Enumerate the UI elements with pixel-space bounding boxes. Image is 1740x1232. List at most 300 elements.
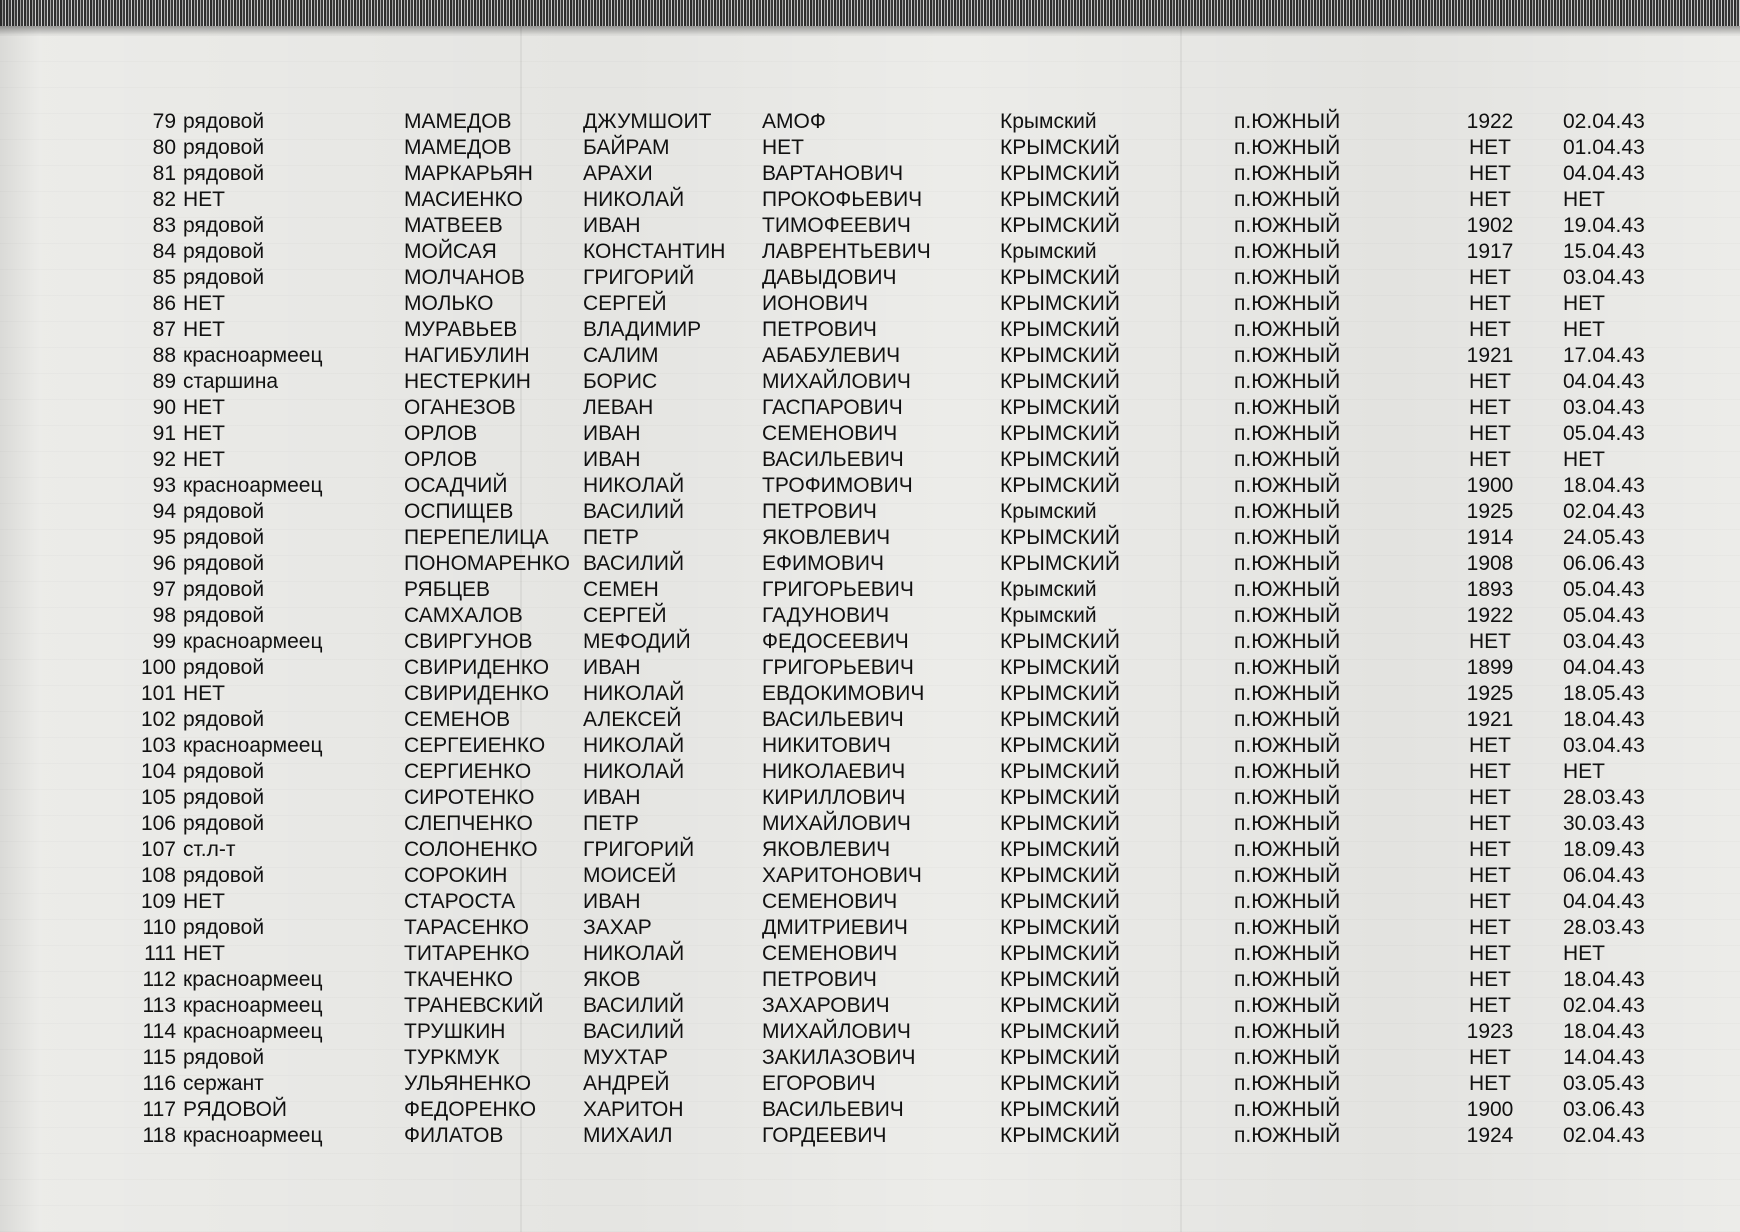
patronymic-cell: МИХАЙЛОВИЧ bbox=[762, 370, 911, 393]
table-row bbox=[0, 1123, 1740, 1149]
rank-cell: рядовой bbox=[183, 812, 265, 835]
table-row bbox=[0, 265, 1740, 291]
district-cell: КРЫМСКИЙ bbox=[1000, 188, 1120, 211]
last-name-cell: МОЙСАЯ bbox=[404, 240, 497, 263]
rank-cell: рядовой bbox=[183, 578, 265, 601]
first-name-cell: СЕРГЕЙ bbox=[583, 604, 667, 627]
district-cell: КРЫМСКИЙ bbox=[1000, 1020, 1120, 1043]
birth-year-cell: 1900 bbox=[1466, 1098, 1514, 1121]
patronymic-cell: ГОРДЕЕВИЧ bbox=[762, 1124, 887, 1147]
place-cell: п.ЮЖНЫЙ bbox=[1234, 812, 1341, 835]
district-cell: Крымский bbox=[1000, 500, 1097, 523]
district-cell: КРЫМСКИЙ bbox=[1000, 214, 1120, 237]
row-number: 97 bbox=[152, 578, 176, 601]
date-cell: 03.04.43 bbox=[1563, 396, 1645, 419]
date-cell: НЕТ bbox=[1563, 942, 1605, 965]
rank-cell: РЯДОВОЙ bbox=[183, 1098, 288, 1121]
table-row bbox=[0, 499, 1740, 525]
first-name-cell: ГРИГОРИЙ bbox=[583, 838, 695, 861]
date-cell: 05.04.43 bbox=[1563, 422, 1645, 445]
place-cell: п.ЮЖНЫЙ bbox=[1234, 500, 1341, 523]
first-name-cell: НИКОЛАЙ bbox=[583, 734, 685, 757]
first-name-cell: ВАСИЛИЙ bbox=[583, 500, 685, 523]
table-row bbox=[0, 603, 1740, 629]
first-name-cell: ПЕТР bbox=[583, 812, 639, 835]
table-row bbox=[0, 421, 1740, 447]
rank-cell: красноармеец bbox=[183, 344, 323, 367]
first-name-cell: ПЕТР bbox=[583, 526, 639, 549]
birth-year-cell: НЕТ bbox=[1469, 370, 1511, 393]
first-name-cell: АРАХИ bbox=[583, 162, 653, 185]
date-cell: 03.06.43 bbox=[1563, 1098, 1645, 1121]
rank-cell: рядовой bbox=[183, 110, 265, 133]
place-cell: п.ЮЖНЫЙ bbox=[1234, 786, 1341, 809]
district-cell: КРЫМСКИЙ bbox=[1000, 1072, 1120, 1095]
place-cell: п.ЮЖНЫЙ bbox=[1234, 864, 1341, 887]
last-name-cell: УЛЬЯНЕНКО bbox=[404, 1072, 532, 1095]
birth-year-cell: 1925 bbox=[1466, 682, 1514, 705]
birth-year-cell: НЕТ bbox=[1469, 968, 1511, 991]
patronymic-cell: ВАСИЛЬЕВИЧ bbox=[762, 448, 904, 471]
patronymic-cell: ГРИГОРЬЕВИЧ bbox=[762, 656, 914, 679]
patronymic-cell: СЕМЕНОВИЧ bbox=[762, 890, 898, 913]
district-cell: КРЫМСКИЙ bbox=[1000, 734, 1120, 757]
table-row bbox=[0, 161, 1740, 187]
table-row bbox=[0, 473, 1740, 499]
place-cell: п.ЮЖНЫЙ bbox=[1234, 422, 1341, 445]
rank-cell: сержант bbox=[183, 1072, 264, 1095]
place-cell: п.ЮЖНЫЙ bbox=[1234, 1072, 1341, 1095]
patronymic-cell: ГАДУНОВИЧ bbox=[762, 604, 890, 627]
birth-year-cell: НЕТ bbox=[1469, 266, 1511, 289]
row-number: 80 bbox=[152, 136, 176, 159]
patronymic-cell: ЗАХАРОВИЧ bbox=[762, 994, 890, 1017]
district-cell: КРЫМСКИЙ bbox=[1000, 708, 1120, 731]
place-cell: п.ЮЖНЫЙ bbox=[1234, 214, 1341, 237]
place-cell: п.ЮЖНЫЙ bbox=[1234, 1046, 1341, 1069]
place-cell: п.ЮЖНЫЙ bbox=[1234, 344, 1341, 367]
place-cell: п.ЮЖНЫЙ bbox=[1234, 370, 1341, 393]
birth-year-cell: 1893 bbox=[1466, 578, 1514, 601]
last-name-cell: СВИРИДЕНКО bbox=[404, 656, 550, 679]
last-name-cell: СЕРГЕИЕНКО bbox=[404, 734, 546, 757]
rank-cell: рядовой bbox=[183, 1046, 265, 1069]
first-name-cell: АНДРЕЙ bbox=[583, 1072, 670, 1095]
district-cell: КРЫМСКИЙ bbox=[1000, 864, 1120, 887]
table-row bbox=[0, 291, 1740, 317]
first-name-cell: АЛЕКСЕЙ bbox=[583, 708, 682, 731]
district-cell: КРЫМСКИЙ bbox=[1000, 318, 1120, 341]
district-cell: КРЫМСКИЙ bbox=[1000, 994, 1120, 1017]
district-cell: КРЫМСКИЙ bbox=[1000, 396, 1120, 419]
last-name-cell: ОГАНЕЗОВ bbox=[404, 396, 516, 419]
row-number: 104 bbox=[140, 760, 176, 783]
place-cell: п.ЮЖНЫЙ bbox=[1234, 474, 1341, 497]
birth-year-cell: 1921 bbox=[1466, 344, 1514, 367]
district-cell: КРЫМСКИЙ bbox=[1000, 890, 1120, 913]
patronymic-cell: ИОНОВИЧ bbox=[762, 292, 869, 315]
patronymic-cell: МИХАЙЛОВИЧ bbox=[762, 1020, 911, 1043]
birth-year-cell: НЕТ bbox=[1469, 760, 1511, 783]
place-cell: п.ЮЖНЫЙ bbox=[1234, 682, 1341, 705]
place-cell: п.ЮЖНЫЙ bbox=[1234, 968, 1341, 991]
date-cell: 01.04.43 bbox=[1563, 136, 1645, 159]
place-cell: п.ЮЖНЫЙ bbox=[1234, 162, 1341, 185]
rank-cell: старшина bbox=[183, 370, 279, 393]
table-row bbox=[0, 759, 1740, 785]
scanner-edge-strip bbox=[0, 0, 1740, 26]
patronymic-cell: ЛАВРЕНТЬЕВИЧ bbox=[762, 240, 931, 263]
district-cell: КРЫМСКИЙ bbox=[1000, 1124, 1120, 1147]
first-name-cell: ИВАН bbox=[583, 656, 641, 679]
table-row bbox=[0, 993, 1740, 1019]
patronymic-cell: ФЕДОСЕЕВИЧ bbox=[762, 630, 909, 653]
rank-cell: рядовой bbox=[183, 266, 265, 289]
row-number: 81 bbox=[152, 162, 176, 185]
rank-cell: НЕТ bbox=[183, 890, 225, 913]
patronymic-cell: ДАВЫДОВИЧ bbox=[762, 266, 897, 289]
patronymic-cell: ЕВДОКИМОВИЧ bbox=[762, 682, 925, 705]
rank-cell: рядовой bbox=[183, 136, 265, 159]
first-name-cell: ВЛАДИМИР bbox=[583, 318, 702, 341]
patronymic-cell: ГРИГОРЬЕВИЧ bbox=[762, 578, 914, 601]
table-row bbox=[0, 577, 1740, 603]
birth-year-cell: 1924 bbox=[1466, 1124, 1514, 1147]
table-row bbox=[0, 1045, 1740, 1071]
row-number: 93 bbox=[152, 474, 176, 497]
first-name-cell: ДЖУМШОИТ bbox=[583, 110, 712, 133]
first-name-cell: ВАСИЛИЙ bbox=[583, 994, 685, 1017]
district-cell: КРЫМСКИЙ bbox=[1000, 942, 1120, 965]
patronymic-cell: АБАБУЛЕВИЧ bbox=[762, 344, 901, 367]
district-cell: КРЫМСКИЙ bbox=[1000, 370, 1120, 393]
row-number: 96 bbox=[152, 552, 176, 575]
district-cell: Крымский bbox=[1000, 110, 1097, 133]
birth-year-cell: 1917 bbox=[1466, 240, 1514, 263]
last-name-cell: МАСИЕНКО bbox=[404, 188, 523, 211]
rank-cell: красноармеец bbox=[183, 968, 323, 991]
first-name-cell: НИКОЛАЙ bbox=[583, 942, 685, 965]
first-name-cell: ЗАХАР bbox=[583, 916, 652, 939]
first-name-cell: ЛЕВАН bbox=[583, 396, 654, 419]
district-cell: КРЫМСКИЙ bbox=[1000, 682, 1120, 705]
patronymic-cell: ЕГОРОВИЧ bbox=[762, 1072, 876, 1095]
first-name-cell: МИХАИЛ bbox=[583, 1124, 673, 1147]
place-cell: п.ЮЖНЫЙ bbox=[1234, 942, 1341, 965]
patronymic-cell: НИКИТОВИЧ bbox=[762, 734, 891, 757]
last-name-cell: СТАРОСТА bbox=[404, 890, 516, 913]
row-number: 106 bbox=[140, 812, 176, 835]
first-name-cell: ГРИГОРИЙ bbox=[583, 266, 695, 289]
place-cell: п.ЮЖНЫЙ bbox=[1234, 760, 1341, 783]
birth-year-cell: НЕТ bbox=[1469, 448, 1511, 471]
row-number: 98 bbox=[152, 604, 176, 627]
birth-year-cell: НЕТ bbox=[1469, 734, 1511, 757]
date-cell: 02.04.43 bbox=[1563, 994, 1645, 1017]
table-row bbox=[0, 317, 1740, 343]
birth-year-cell: НЕТ bbox=[1469, 1072, 1511, 1095]
row-number: 92 bbox=[152, 448, 176, 471]
table-row bbox=[0, 811, 1740, 837]
birth-year-cell: НЕТ bbox=[1469, 136, 1511, 159]
last-name-cell: МОЛЧАНОВ bbox=[404, 266, 525, 289]
first-name-cell: ИВАН bbox=[583, 214, 641, 237]
district-cell: Крымский bbox=[1000, 604, 1097, 627]
birth-year-cell: НЕТ bbox=[1469, 942, 1511, 965]
birth-year-cell: 1922 bbox=[1466, 604, 1514, 627]
rank-cell: рядовой bbox=[183, 708, 265, 731]
row-number: 101 bbox=[140, 682, 176, 705]
patronymic-cell: ТИМОФЕЕВИЧ bbox=[762, 214, 911, 237]
table-row bbox=[0, 863, 1740, 889]
district-cell: КРЫМСКИЙ bbox=[1000, 656, 1120, 679]
date-cell: 18.04.43 bbox=[1563, 708, 1645, 731]
patronymic-cell: ЕФИМОВИЧ bbox=[762, 552, 884, 575]
rank-cell: НЕТ bbox=[183, 396, 225, 419]
birth-year-cell: НЕТ bbox=[1469, 162, 1511, 185]
rank-cell: НЕТ bbox=[183, 448, 225, 471]
rank-cell: рядовой bbox=[183, 864, 265, 887]
patronymic-cell: НИКОЛАЕВИЧ bbox=[762, 760, 906, 783]
table-row bbox=[0, 1097, 1740, 1123]
district-cell: КРЫМСКИЙ bbox=[1000, 344, 1120, 367]
first-name-cell: МОИСЕЙ bbox=[583, 864, 677, 887]
district-cell: КРЫМСКИЙ bbox=[1000, 136, 1120, 159]
last-name-cell: СЛЕПЧЕНКО bbox=[404, 812, 533, 835]
patronymic-cell: СЕМЕНОВИЧ bbox=[762, 942, 898, 965]
table-row bbox=[0, 889, 1740, 915]
rank-cell: НЕТ bbox=[183, 682, 225, 705]
row-number: 86 bbox=[152, 292, 176, 315]
rank-cell: НЕТ bbox=[183, 292, 225, 315]
birth-year-cell: НЕТ bbox=[1469, 916, 1511, 939]
rank-cell: рядовой bbox=[183, 760, 265, 783]
rank-cell: рядовой bbox=[183, 500, 265, 523]
first-name-cell: ИВАН bbox=[583, 422, 641, 445]
district-cell: КРЫМСКИЙ bbox=[1000, 786, 1120, 809]
first-name-cell: МЕФОДИЙ bbox=[583, 630, 691, 653]
district-cell: КРЫМСКИЙ bbox=[1000, 422, 1120, 445]
table-row bbox=[0, 915, 1740, 941]
row-number: 116 bbox=[142, 1072, 176, 1095]
date-cell: 15.04.43 bbox=[1563, 240, 1645, 263]
place-cell: п.ЮЖНЫЙ bbox=[1234, 136, 1341, 159]
first-name-cell: НИКОЛАЙ bbox=[583, 682, 685, 705]
place-cell: п.ЮЖНЫЙ bbox=[1234, 318, 1341, 341]
first-name-cell: НИКОЛАЙ bbox=[583, 474, 685, 497]
date-cell: 04.04.43 bbox=[1563, 656, 1645, 679]
patronymic-cell: ВАРТАНОВИЧ bbox=[762, 162, 904, 185]
rank-cell: рядовой bbox=[183, 786, 265, 809]
last-name-cell: ФЕДОРЕНКО bbox=[404, 1098, 537, 1121]
birth-year-cell: НЕТ bbox=[1469, 292, 1511, 315]
patronymic-cell: КИРИЛЛОВИЧ bbox=[762, 786, 906, 809]
row-number: 100 bbox=[140, 656, 176, 679]
last-name-cell: СИРОТЕНКО bbox=[404, 786, 535, 809]
birth-year-cell: 1925 bbox=[1466, 500, 1514, 523]
patronymic-cell: ВАСИЛЬЕВИЧ bbox=[762, 1098, 904, 1121]
place-cell: п.ЮЖНЫЙ bbox=[1234, 604, 1341, 627]
district-cell: КРЫМСКИЙ bbox=[1000, 292, 1120, 315]
place-cell: п.ЮЖНЫЙ bbox=[1234, 1124, 1341, 1147]
first-name-cell: ВАСИЛИЙ bbox=[583, 552, 685, 575]
patronymic-cell: ТРОФИМОВИЧ bbox=[762, 474, 913, 497]
date-cell: НЕТ bbox=[1563, 448, 1605, 471]
rank-cell: рядовой bbox=[183, 162, 265, 185]
last-name-cell: ТАРАСЕНКО bbox=[404, 916, 529, 939]
last-name-cell: ТРУШКИН bbox=[404, 1020, 506, 1043]
patronymic-cell: АМОФ bbox=[762, 110, 826, 133]
table-row bbox=[0, 109, 1740, 135]
last-name-cell: СЕМЕНОВ bbox=[404, 708, 511, 731]
last-name-cell: ПОНОМАРЕНКО bbox=[404, 552, 570, 575]
table-row bbox=[0, 655, 1740, 681]
rank-cell: красноармеец bbox=[183, 474, 323, 497]
row-number: 113 bbox=[142, 994, 176, 1017]
birth-year-cell: НЕТ bbox=[1469, 188, 1511, 211]
place-cell: п.ЮЖНЫЙ bbox=[1234, 552, 1341, 575]
date-cell: НЕТ bbox=[1563, 292, 1605, 315]
place-cell: п.ЮЖНЫЙ bbox=[1234, 448, 1341, 471]
row-number: 103 bbox=[140, 734, 176, 757]
row-number: 115 bbox=[142, 1046, 176, 1069]
place-cell: п.ЮЖНЫЙ bbox=[1234, 188, 1341, 211]
place-cell: п.ЮЖНЫЙ bbox=[1234, 708, 1341, 731]
date-cell: 06.06.43 bbox=[1563, 552, 1645, 575]
row-number: 82 bbox=[152, 188, 176, 211]
first-name-cell: МУХТАР bbox=[583, 1046, 668, 1069]
birth-year-cell: НЕТ bbox=[1469, 812, 1511, 835]
row-number: 90 bbox=[152, 396, 176, 419]
rank-cell: рядовой bbox=[183, 656, 265, 679]
table-row bbox=[0, 629, 1740, 655]
table-row bbox=[0, 733, 1740, 759]
place-cell: п.ЮЖНЫЙ bbox=[1234, 292, 1341, 315]
patronymic-cell: ПРОКОФЬЕВИЧ bbox=[762, 188, 923, 211]
date-cell: 28.03.43 bbox=[1563, 786, 1645, 809]
birth-year-cell: 1900 bbox=[1466, 474, 1514, 497]
birth-year-cell: 1921 bbox=[1466, 708, 1514, 731]
date-cell: 03.05.43 bbox=[1563, 1072, 1645, 1095]
row-number: 89 bbox=[152, 370, 176, 393]
patronymic-cell: ДМИТРИЕВИЧ bbox=[762, 916, 908, 939]
table-row bbox=[0, 967, 1740, 993]
row-number: 118 bbox=[142, 1124, 176, 1147]
birth-year-cell: 1908 bbox=[1466, 552, 1514, 575]
place-cell: п.ЮЖНЫЙ bbox=[1234, 396, 1341, 419]
date-cell: НЕТ bbox=[1563, 318, 1605, 341]
rank-cell: ст.л-т bbox=[183, 838, 236, 861]
date-cell: 30.03.43 bbox=[1563, 812, 1645, 835]
rank-cell: рядовой bbox=[183, 214, 265, 237]
row-number: 95 bbox=[152, 526, 176, 549]
date-cell: 04.04.43 bbox=[1563, 370, 1645, 393]
district-cell: КРЫМСКИЙ bbox=[1000, 526, 1120, 549]
place-cell: п.ЮЖНЫЙ bbox=[1234, 526, 1341, 549]
row-number: 87 bbox=[152, 318, 176, 341]
rank-cell: красноармеец bbox=[183, 734, 323, 757]
table-row bbox=[0, 369, 1740, 395]
patronymic-cell: ЯКОВЛЕВИЧ bbox=[762, 838, 891, 861]
table-row bbox=[0, 941, 1740, 967]
rank-cell: красноармеец bbox=[183, 994, 323, 1017]
birth-year-cell: 1902 bbox=[1466, 214, 1514, 237]
rank-cell: НЕТ bbox=[183, 318, 225, 341]
last-name-cell: ТКАЧЕНКО bbox=[404, 968, 513, 991]
place-cell: п.ЮЖНЫЙ bbox=[1234, 1098, 1341, 1121]
table-row bbox=[0, 1071, 1740, 1097]
district-cell: Крымский bbox=[1000, 578, 1097, 601]
first-name-cell: БАЙРАМ bbox=[583, 136, 670, 159]
patronymic-cell: ГАСПАРОВИЧ bbox=[762, 396, 903, 419]
row-number: 111 bbox=[144, 942, 176, 965]
place-cell: п.ЮЖНЫЙ bbox=[1234, 890, 1341, 913]
place-cell: п.ЮЖНЫЙ bbox=[1234, 656, 1341, 679]
last-name-cell: ТИТАРЕНКО bbox=[404, 942, 530, 965]
table-row bbox=[0, 343, 1740, 369]
table-row bbox=[0, 525, 1740, 551]
place-cell: п.ЮЖНЫЙ bbox=[1234, 266, 1341, 289]
last-name-cell: НЕСТЕРКИН bbox=[404, 370, 531, 393]
date-cell: 18.04.43 bbox=[1563, 968, 1645, 991]
row-number: 110 bbox=[142, 916, 176, 939]
first-name-cell: ХАРИТОН bbox=[583, 1098, 684, 1121]
rank-cell: НЕТ bbox=[183, 188, 225, 211]
table-row bbox=[0, 395, 1740, 421]
district-cell: КРЫМСКИЙ bbox=[1000, 760, 1120, 783]
patronymic-cell: ХАРИТОНОВИЧ bbox=[762, 864, 922, 887]
row-number: 83 bbox=[152, 214, 176, 237]
table-row bbox=[0, 239, 1740, 265]
table-row bbox=[0, 1019, 1740, 1045]
district-cell: КРЫМСКИЙ bbox=[1000, 968, 1120, 991]
row-number: 108 bbox=[140, 864, 176, 887]
date-cell: 06.04.43 bbox=[1563, 864, 1645, 887]
first-name-cell: НИКОЛАЙ bbox=[583, 188, 685, 211]
rank-cell: красноармеец bbox=[183, 1124, 323, 1147]
place-cell: п.ЮЖНЫЙ bbox=[1234, 916, 1341, 939]
date-cell: 28.03.43 bbox=[1563, 916, 1645, 939]
last-name-cell: ТРАНЕВСКИЙ bbox=[404, 994, 544, 1017]
table-row bbox=[0, 551, 1740, 577]
last-name-cell: ОСАДЧИЙ bbox=[404, 474, 508, 497]
rank-cell: красноармеец bbox=[183, 630, 323, 653]
date-cell: 14.04.43 bbox=[1563, 1046, 1645, 1069]
last-name-cell: МУРАВЬЕВ bbox=[404, 318, 518, 341]
date-cell: 03.04.43 bbox=[1563, 630, 1645, 653]
row-number: 102 bbox=[140, 708, 176, 731]
patronymic-cell: ПЕТРОВИЧ bbox=[762, 968, 877, 991]
birth-year-cell: 1914 bbox=[1466, 526, 1514, 549]
date-cell: 05.04.43 bbox=[1563, 578, 1645, 601]
first-name-cell: САЛИМ bbox=[583, 344, 659, 367]
row-number: 99 bbox=[152, 630, 176, 653]
district-cell: КРЫМСКИЙ bbox=[1000, 812, 1120, 835]
date-cell: 02.04.43 bbox=[1563, 500, 1645, 523]
soldier-roster-table bbox=[0, 109, 1740, 1149]
birth-year-cell: 1899 bbox=[1466, 656, 1514, 679]
district-cell: КРЫМСКИЙ bbox=[1000, 448, 1120, 471]
place-cell: п.ЮЖНЫЙ bbox=[1234, 240, 1341, 263]
birth-year-cell: НЕТ bbox=[1469, 994, 1511, 1017]
rank-cell: рядовой bbox=[183, 552, 265, 575]
date-cell: 04.04.43 bbox=[1563, 890, 1645, 913]
birth-year-cell: НЕТ bbox=[1469, 630, 1511, 653]
patronymic-cell: НЕТ bbox=[762, 136, 804, 159]
last-name-cell: СЕРГИЕНКО bbox=[404, 760, 532, 783]
last-name-cell: МАТВЕЕВ bbox=[404, 214, 503, 237]
birth-year-cell: НЕТ bbox=[1469, 396, 1511, 419]
